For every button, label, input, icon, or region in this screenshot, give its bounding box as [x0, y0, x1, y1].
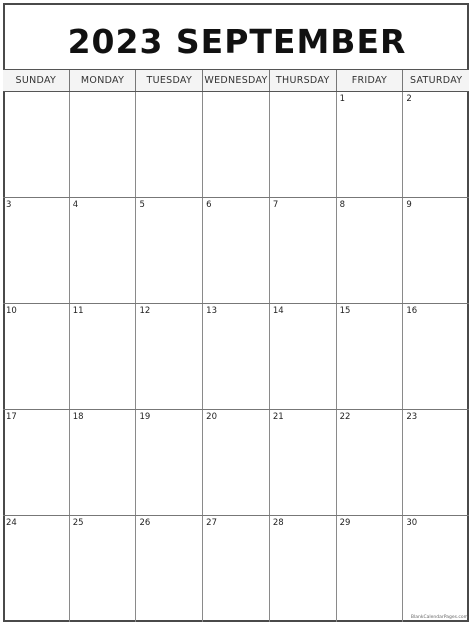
day-number: 20	[206, 412, 217, 422]
day-number: 9	[406, 200, 412, 210]
day-number: 3	[6, 200, 12, 210]
day-cell[interactable]	[202, 304, 269, 409]
day-cell[interactable]	[69, 410, 136, 515]
day-number: 18	[72, 412, 84, 422]
day-cell[interactable]	[336, 304, 403, 409]
day-cell[interactable]	[336, 92, 403, 197]
calendar-title: 2023 SEPTEMBER	[67, 22, 407, 61]
day-cell[interactable]	[135, 410, 202, 515]
day-cell[interactable]	[135, 92, 202, 197]
weekday-friday: FRIDAY	[336, 70, 403, 91]
weekday-thursday: THURSDAY	[269, 70, 336, 91]
weekday-tuesday: TUESDAY	[135, 70, 202, 91]
day-cell[interactable]	[3, 92, 69, 197]
day-cell[interactable]	[69, 304, 136, 409]
day-cell[interactable]	[202, 92, 269, 197]
week-row-4	[3, 410, 469, 516]
day-cell[interactable]	[3, 410, 69, 515]
day-number: 16	[406, 306, 418, 316]
day-cell[interactable]	[135, 198, 202, 303]
day-number: 11	[72, 306, 84, 316]
day-number: 25	[72, 518, 84, 528]
day-number: 29	[339, 518, 351, 528]
day-number: 1	[339, 94, 346, 104]
day-cell[interactable]	[269, 92, 336, 197]
day-cell[interactable]	[69, 198, 136, 303]
day-number: 14	[272, 306, 284, 316]
day-number: 23	[406, 412, 418, 422]
day-cell[interactable]	[202, 410, 269, 515]
day-number: 17	[6, 412, 17, 422]
day-number: 15	[339, 306, 351, 316]
day-cell[interactable]	[402, 410, 469, 515]
day-number: 12	[139, 306, 151, 316]
week-row-3	[3, 304, 469, 410]
weekday-header-row	[3, 69, 469, 92]
day-cell[interactable]	[336, 410, 403, 515]
day-number: 4	[72, 200, 79, 210]
calendar-grid	[3, 69, 469, 622]
day-cell[interactable]	[269, 304, 336, 409]
day-cell[interactable]	[402, 304, 469, 409]
day-number: 8	[339, 200, 346, 210]
weekday-sunday: SUNDAY	[15, 75, 57, 86]
day-cell[interactable]	[402, 198, 469, 303]
weekday-wednesday: WEDNESDAY	[202, 70, 269, 91]
calendar-weeks	[3, 92, 469, 622]
day-number: 2	[406, 94, 412, 104]
day-number: 7	[272, 200, 279, 210]
day-cell[interactable]	[336, 516, 403, 622]
day-cell[interactable]	[3, 304, 69, 409]
day-number: 21	[272, 412, 284, 422]
day-number: 13	[206, 306, 217, 316]
day-cell[interactable]	[135, 516, 202, 622]
brand-watermark: BlankCalendarPages.com	[410, 615, 468, 620]
day-cell[interactable]	[269, 410, 336, 515]
day-number: 30	[406, 518, 418, 528]
day-number: 24	[6, 518, 17, 528]
day-number: 19	[139, 412, 151, 422]
day-number: 5	[139, 200, 145, 210]
day-cell[interactable]	[202, 516, 269, 622]
day-cell[interactable]	[3, 516, 69, 622]
day-number: 27	[206, 518, 217, 528]
day-cell[interactable]	[69, 516, 136, 622]
day-cell[interactable]	[202, 198, 269, 303]
day-number: 6	[206, 200, 212, 210]
day-cell[interactable]	[402, 516, 469, 622]
day-cell[interactable]	[135, 304, 202, 409]
day-cell[interactable]	[402, 92, 469, 197]
week-row-2	[3, 198, 469, 304]
weekday-saturday: SATURDAY	[402, 70, 469, 91]
day-number: 10	[6, 306, 17, 316]
day-cell[interactable]	[269, 516, 336, 622]
day-cell[interactable]	[336, 198, 403, 303]
day-cell[interactable]	[3, 198, 69, 303]
day-number: 28	[272, 518, 284, 528]
day-number: 22	[339, 412, 351, 422]
day-cell[interactable]	[269, 198, 336, 303]
weekday-monday: MONDAY	[69, 70, 136, 91]
week-row-5	[3, 516, 469, 622]
day-number: 26	[139, 518, 151, 528]
week-row-1	[3, 92, 469, 198]
day-cell[interactable]	[69, 92, 136, 197]
